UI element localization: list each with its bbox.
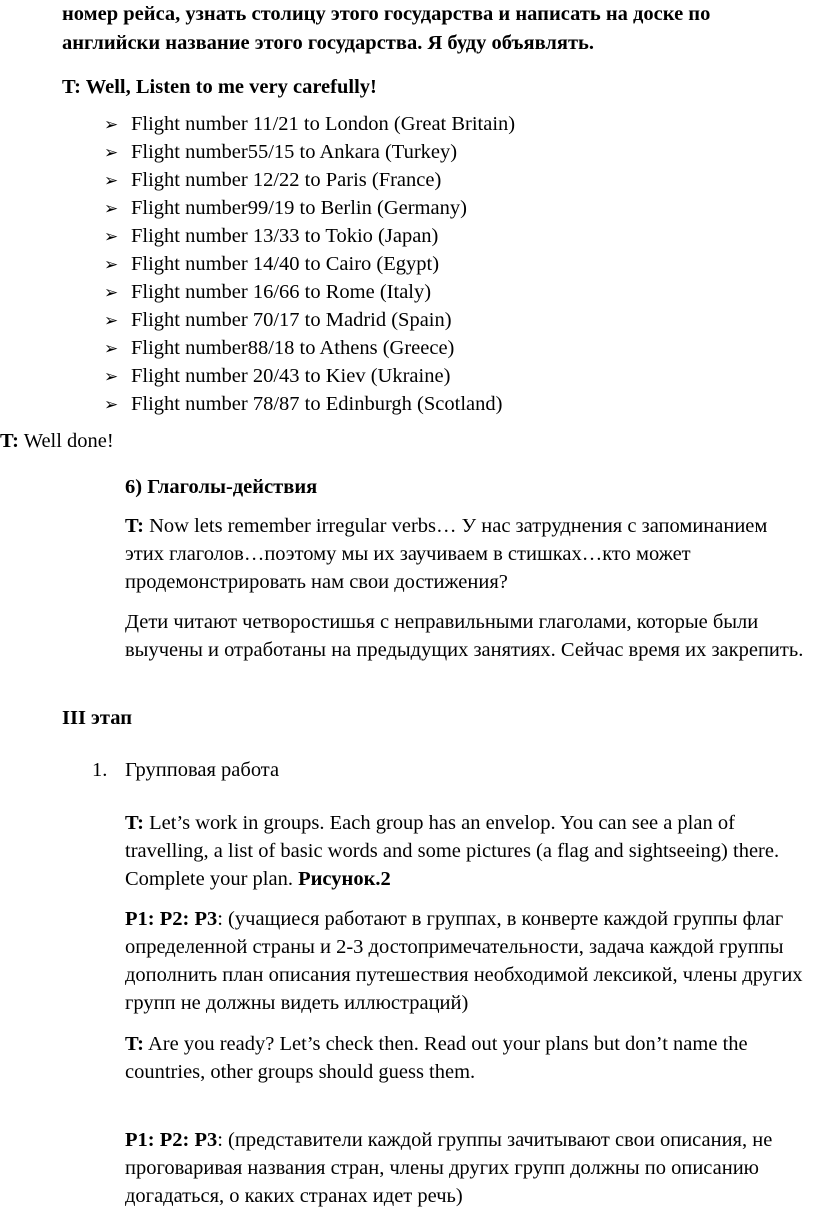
verbs-paragraph [125, 512, 811, 596]
list-item [104, 278, 515, 306]
arrow-bullet-icon: ➢ [104, 255, 119, 275]
numbered-item [92, 756, 279, 784]
verbs-text: Now lets remember irregular verbs… У нас затруднения с запоминанием этих глаголов…поэтому мы их заучиваем в стишках…кто может продемонстрировать нам свои достижения? [125, 515, 768, 593]
flight-text: Flight number55/15 to Ankara (Turkey) [131, 141, 458, 163]
ready-text: Are you ready? Let’s check then. Read out your plans but don’t name the countries, other groups should guess them. [125, 1033, 748, 1083]
list-item [104, 194, 515, 222]
arrow-bullet-icon: ➢ [104, 367, 119, 387]
list-item [104, 306, 515, 334]
list-item [104, 110, 515, 138]
list-item [104, 166, 515, 194]
well-done-text: Well done! [18, 430, 114, 452]
arrow-bullet-icon: ➢ [104, 143, 119, 163]
groups-paragraph [125, 809, 811, 893]
arrow-bullet-icon: ➢ [104, 339, 119, 359]
arrow-bullet-icon: ➢ [104, 199, 119, 219]
flight-text: Flight number 12/22 to Paris (France) [131, 169, 442, 191]
list-item [104, 250, 515, 278]
flight-text: Flight number 16/66 to Rome (Italy) [131, 281, 432, 303]
speaker-label: P1: P2: P3 [125, 1129, 218, 1151]
pupils-text-1: : (учащиеся работают в группах, в конверте каждой группы флаг определенной страны и 2-3 достопримечательности, задача каждой группы дополнить план описания путешествия необходимой лексикой, члены других групп не должны видеть иллюстраций) [125, 908, 803, 1014]
flight-text: Flight number 11/21 to London (Great Britain) [131, 113, 516, 135]
speaker-label: T: [0, 430, 19, 452]
listen-line [62, 73, 377, 101]
list-item [104, 138, 515, 166]
flight-text: Flight number99/19 to Berlin (Germany) [131, 197, 467, 219]
item-number: 1. [92, 759, 108, 781]
stage-heading: III этап [62, 707, 133, 729]
intro-paragraph: номер рейса, узнать столицу этого государства и написать на доске по английски название этого государства. Я буду объявлять. [62, 3, 711, 54]
flight-text: Flight number 20/43 to Kiev (Ukraine) [131, 365, 451, 387]
arrow-bullet-icon: ➢ [104, 395, 119, 415]
flight-text: Flight number 78/87 to Edinburgh (Scotland) [131, 393, 503, 415]
flight-text: Flight number 13/33 to Tokio (Japan) [131, 225, 439, 247]
flight-list [104, 110, 515, 418]
flight-text: Flight number88/18 to Athens (Greece) [131, 337, 455, 359]
flight-text: Flight number 70/17 to Madrid (Spain) [131, 309, 452, 331]
item-label: Групповая работа [125, 759, 280, 781]
speaker-label: T: [62, 76, 81, 98]
ready-paragraph [125, 1030, 811, 1086]
speaker-label: T: [125, 515, 144, 537]
arrow-bullet-icon: ➢ [104, 171, 119, 191]
list-item [104, 222, 515, 250]
arrow-bullet-icon: ➢ [104, 283, 119, 303]
arrow-bullet-icon: ➢ [104, 115, 119, 135]
pupils-paragraph-1 [125, 905, 811, 1017]
well-done-line [0, 427, 114, 455]
pupils-text-2: : (представители каждой группы зачитывают свои описания, не проговаривая названия стран, члены других групп должны по описанию догадаться, о каких странах идет речь) [125, 1129, 773, 1207]
list-item [104, 362, 515, 390]
pupils-paragraph-2 [125, 1126, 811, 1210]
speaker-label: T: [125, 1033, 144, 1055]
kids-paragraph: Дети читают четворостишья с неправильными глаголами, которые были выучены и отработаны на предыдущих занятиях. Сейчас время их закрепить. [125, 611, 804, 661]
listen-text: Well, Listen to me very carefully! [80, 76, 377, 98]
arrow-bullet-icon: ➢ [104, 311, 119, 331]
speaker-label: P1: P2: P3 [125, 908, 218, 930]
groups-text: Let’s work in groups. Each group has an envelop. You can see a plan of travelling, a list of basic words and some pictures (a flag and sightseeing) there. Complete your plan. [125, 812, 780, 890]
flight-text: Flight number 14/40 to Cairo (Egypt) [131, 253, 440, 275]
speaker-label: T: [125, 812, 144, 834]
list-item [104, 334, 515, 362]
figure-reference: Рисунок.2 [298, 868, 391, 890]
list-item [104, 390, 515, 418]
section-heading-verbs: 6) Глаголы-действия [125, 476, 318, 498]
arrow-bullet-icon: ➢ [104, 227, 119, 247]
